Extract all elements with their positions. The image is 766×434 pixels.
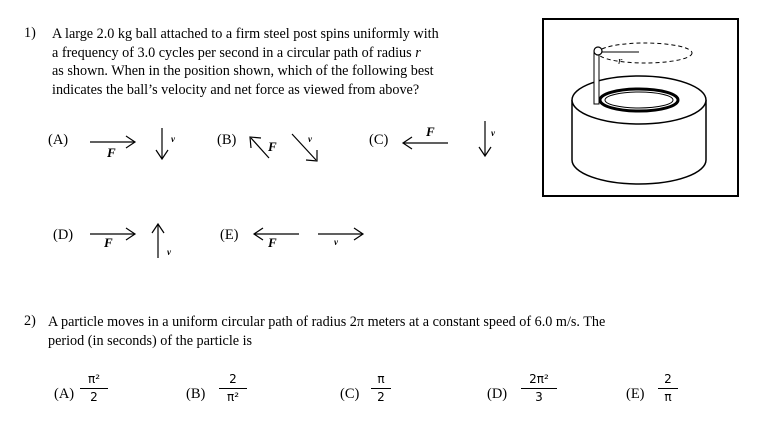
q1-line-2: a frequency of 3.0 cycles per second in a circular path of radius r <box>52 44 421 61</box>
q2-option-d-fraction <box>521 372 557 404</box>
q2-option-a-fraction <box>80 372 108 404</box>
q1-b-force-arrow <box>247 128 287 168</box>
q1-e-force-arrow <box>249 220 309 250</box>
q2-e-denominator: π <box>664 390 672 404</box>
q1-c-velocity-arrow <box>477 121 497 161</box>
q1-line-1: A large 2.0 kg ball attached to a firm steel post spins uniformly with <box>52 26 439 42</box>
q1-e-velocity-arrow <box>318 220 378 250</box>
q1-option-e-label: (E) <box>220 227 239 243</box>
q2-option-c-fraction <box>371 372 391 404</box>
q1-option-b-label: (B) <box>217 132 237 148</box>
q2-number: 2) <box>24 313 36 329</box>
q1-d-force-arrow <box>90 220 150 250</box>
q1-a-force-arrow <box>90 128 150 158</box>
q1-d-force-label: F <box>104 235 113 250</box>
q1-d-velocity-label: v <box>167 247 171 257</box>
q1-option-c-label: (C) <box>369 132 389 148</box>
q2-option-a-label: (A) <box>54 386 75 402</box>
q1-line-4: indicates the ball’s velocity and net force as viewed from above? <box>52 81 420 98</box>
q2-d-numerator: 2π² <box>529 372 549 386</box>
q2-option-b-fraction <box>219 372 247 404</box>
q2-b-numerator: 2 <box>229 372 237 386</box>
q1-option-a-label: (A) <box>48 132 69 148</box>
q2-a-denominator: 2 <box>90 390 98 404</box>
radius-symbol: r <box>415 44 421 61</box>
q1-e-force-label: F <box>268 235 277 250</box>
figure-frame <box>542 18 739 197</box>
q1-number: 1) <box>24 25 36 41</box>
q2-a-numerator: π² <box>87 372 101 386</box>
q2-c-denominator: 2 <box>377 390 385 404</box>
q1-c-velocity-label: v <box>491 128 495 138</box>
q1-line-3: as shown. When in the position shown, which of the following best <box>52 63 434 79</box>
q1-e-velocity-label: v <box>334 237 338 247</box>
q1-b-force-label: F <box>268 139 277 154</box>
q1-option-d-label: (D) <box>53 227 74 243</box>
post-ball-figure <box>542 18 739 197</box>
q1-a-force-label: F <box>107 145 116 160</box>
q2-text <box>48 313 748 350</box>
q1-text <box>52 25 502 99</box>
q2-line-2: period (in seconds) of the particle is <box>48 332 253 349</box>
q2-d-denominator: 3 <box>535 390 543 404</box>
q2-option-b-label: (B) <box>186 386 206 402</box>
q2-b-denominator: π² <box>226 390 240 404</box>
q2-option-e-label: (E) <box>626 386 645 402</box>
q2-line-1: A particle moves in a uniform circular path of radius 2π meters at a constant speed of 6.0 m/s. The <box>48 314 606 330</box>
q1-a-velocity-label: v <box>171 134 175 144</box>
q2-option-e-fraction <box>658 372 678 404</box>
q2-option-d-label: (D) <box>487 386 508 402</box>
q2-option-c-label: (C) <box>340 386 360 402</box>
q2-c-numerator: π <box>377 372 385 386</box>
q1-c-force-label: F <box>426 124 435 139</box>
q1-b-velocity-label: v <box>308 134 312 144</box>
q2-e-numerator: 2 <box>664 372 672 386</box>
figure-radius-label: r <box>618 55 623 67</box>
